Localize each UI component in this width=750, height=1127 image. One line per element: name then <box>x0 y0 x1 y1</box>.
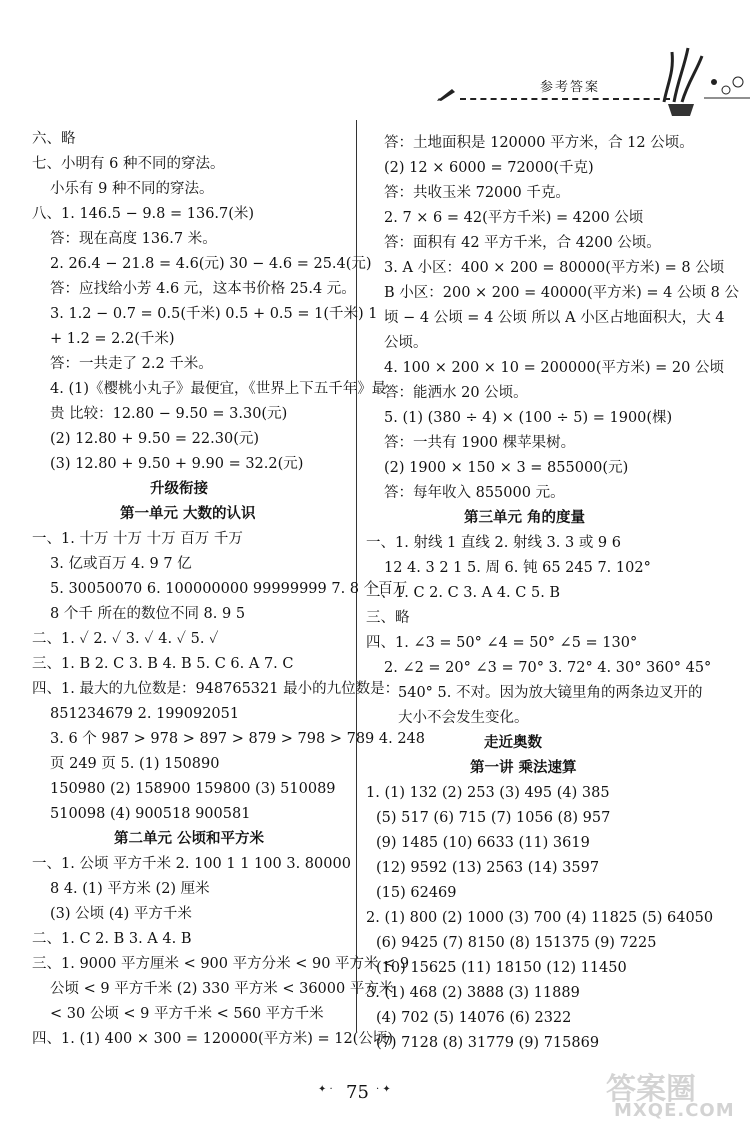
answer-line: (2) 12.80 + 9.50 = 22.30(元) <box>50 431 260 447</box>
answer-line: 851234679 2. 199092051 <box>50 706 240 722</box>
answer-line: 540° 5. 不对。因为放大镜里角的两条边叉开的 <box>398 685 703 701</box>
watermark-url: MXQE.COM <box>614 1100 735 1121</box>
answer-line: 答：一共走了 2.2 千米。 <box>50 356 213 372</box>
answer-line: 510098 (4) 900518 900581 <box>50 806 251 822</box>
answer-line: 答：能洒水 20 公顷。 <box>384 385 528 401</box>
section-heading: 走近奥数 <box>484 734 542 751</box>
star-decoration-icon: ✦ · <box>318 1084 333 1095</box>
section-heading: 第二单元 公顷和平方米 <box>114 830 265 847</box>
answer-line: (2) 12 × 6000 = 72000(千克) <box>384 160 594 176</box>
answer-line: 2. 7 × 6 = 42(平方千米) = 4200 公顷 <box>384 210 644 226</box>
section-heading: 第一单元 大数的认识 <box>120 505 256 522</box>
answer-line: 六、略 <box>32 131 76 147</box>
answer-line: (7) 7128 (8) 31779 (9) 715869 <box>376 1035 600 1051</box>
answer-line: 3. 1.2 − 0.7 = 0.5(千米) 0.5 + 0.5 = 1(千米) 1 <box>50 306 378 322</box>
answer-line: B 小区：200 × 200 = 40000(平方米) = 4 公顷 8 公 <box>384 285 739 301</box>
answer-line: 小乐有 9 种不同的穿法。 <box>50 181 214 197</box>
answer-line: 四、1. ∠3 = 50° ∠4 = 50° ∠5 = 130° <box>366 635 638 651</box>
header-title: 参考答案 <box>540 80 601 95</box>
answer-line: (12) 9592 (13) 2563 (14) 3597 <box>376 860 600 876</box>
answer-line: 12 4. 3 2 1 5. 周 6. 钝 65 245 7. 102° <box>384 560 651 576</box>
answer-line: (3) 公顷 (4) 平方千米 <box>50 906 192 922</box>
section-heading: 第三单元 角的度量 <box>464 509 586 526</box>
answer-line: 二、1. C 2. B 3. A 4. B <box>32 931 192 947</box>
header-dashed-line <box>460 98 670 100</box>
answer-line: (9) 1485 (10) 6633 (11) 3619 <box>376 835 590 851</box>
answer-line: 大小不会发生变化。 <box>398 710 529 726</box>
pencil-icon <box>436 86 458 102</box>
answer-line: 四、1. (1) 400 × 300 = 120000(平方米) = 12(公顷) <box>32 1031 393 1047</box>
answer-line: 3. (1) 468 (2) 3888 (3) 11889 <box>366 985 580 1001</box>
answer-line: 答：一共有 1900 棵苹果树。 <box>384 435 576 451</box>
answer-line: (6) 9425 (7) 8150 (8) 151375 (9) 7225 <box>376 935 657 951</box>
answer-line: 答：面积有 42 平方千米，合 4200 公顷。 <box>384 235 661 251</box>
answer-line: 8 4. (1) 平方米 (2) 厘米 <box>50 881 210 897</box>
answer-line: 答：每年收入 855000 元。 <box>384 485 565 501</box>
answer-line: 三、1. 9000 平方厘米 < 900 平方分米 < 90 平方米 < 9 <box>32 956 410 972</box>
section-heading: 第一讲 乘法速算 <box>470 759 577 776</box>
answer-line: 3. 亿或百万 4. 9 7 亿 <box>50 556 192 572</box>
answer-line: 4. 100 × 200 × 10 = 200000(平方米) = 20 公顷 <box>384 360 724 376</box>
watermark <box>606 1064 746 1124</box>
answer-line: 5. (1) (380 ÷ 4) × (100 ÷ 5) = 1900(棵) <box>384 410 673 426</box>
answer-line: 七、小明有 6 种不同的穿法。 <box>32 156 225 172</box>
answer-line: 八、1. 146.5 − 9.8 = 136.7(米) <box>32 206 255 222</box>
answer-line: 5. 30050070 6. 100000000 99999999 7. 8 个百万 <box>50 581 408 597</box>
page-number: 75 <box>346 1082 369 1103</box>
answer-line: 公顷 < 9 平方千米 (2) 330 平方米 < 36000 平方米 <box>50 981 394 997</box>
answer-line: 页 249 页 5. (1) 150890 <box>50 756 220 772</box>
answer-line: 一、1. 公顷 平方千米 2. 100 1 1 100 3. 80000 <box>32 856 351 872</box>
answer-line: 贵 比较：12.80 − 9.50 = 3.30(元) <box>50 406 288 422</box>
answer-line: 答：共收玉米 72000 千克。 <box>384 185 570 201</box>
answer-line: 2. (1) 800 (2) 1000 (3) 700 (4) 11825 (5) 64050 <box>366 910 714 926</box>
answer-line: 答：应找给小芳 4.6 元，这本书价格 25.4 元。 <box>50 281 356 297</box>
answer-line: + 1.2 = 2.2(千米) <box>50 331 175 347</box>
answer-line: 150980 (2) 158900 159800 (3) 510089 <box>50 781 336 797</box>
page-header <box>430 70 750 130</box>
answer-line: 1. (1) 132 (2) 253 (3) 495 (4) 385 <box>366 785 610 801</box>
plant-decoration-icon <box>654 42 750 122</box>
answer-line: 3. 6 个 987 > 978 > 897 > 879 > 798 > 789 4. 248 <box>50 731 426 747</box>
answer-line: 3. A 小区：400 × 200 = 80000(平方米) = 8 公顷 <box>384 260 725 276</box>
answer-line: 公顷。 <box>384 335 428 351</box>
answer-line: (10) 15625 (11) 18150 (12) 11450 <box>376 960 627 976</box>
answer-line: (5) 517 (6) 715 (7) 1056 (8) 957 <box>376 810 611 826</box>
answer-line: (3) 12.80 + 9.50 + 9.90 = 32.2(元) <box>50 456 304 472</box>
answer-line: (2) 1900 × 150 × 3 = 855000(元) <box>384 460 629 476</box>
watermark-logo: 答案圈 <box>606 1072 696 1107</box>
answer-line: 2. ∠2 = 20° ∠3 = 70° 3. 72° 4. 30° 360° 45° <box>384 660 712 676</box>
answer-line: 答：现在高度 136.7 米。 <box>50 231 217 247</box>
answer-line: 三、1. B 2. C 3. B 4. B 5. C 6. A 7. C <box>32 656 294 672</box>
answer-line: 4. (1)《樱桃小丸子》最便宜，《世界上下五千年》最 <box>50 381 387 397</box>
answer-line: 8 个千 所在的数位不同 8. 9 5 <box>50 606 246 622</box>
answer-line: 二、1. ✓ 2. ✓ 3. ✓ 4. ✓ 5. ✓ <box>32 631 219 647</box>
answer-line: (4) 702 (5) 14076 (6) 2322 <box>376 1010 572 1026</box>
answer-line: 三、略 <box>366 610 410 626</box>
answer-line: 2. 26.4 − 21.8 = 4.6(元) 30 − 4.6 = 25.4(元) <box>50 256 372 272</box>
answer-line: 四、1. 最大的九位数是：948765321 最小的九位数是： <box>32 681 400 697</box>
star-decoration-icon: · ✦ <box>376 1084 391 1095</box>
answer-line: 答：土地面积是 120000 平方米，合 12 公顷。 <box>384 135 694 151</box>
section-heading: 升级衔接 <box>150 480 208 497</box>
answer-line: 顷 − 4 公顷 = 4 公顷 所以 A 小区占地面积大，大 4 <box>384 310 725 326</box>
answer-line: 一、1. 射线 1 直线 2. 射线 3. 3 或 9 6 <box>366 535 621 551</box>
answer-line: 一、1. 十万 十万 十万 百万 千万 <box>32 531 243 547</box>
answer-line: (15) 62469 <box>376 885 457 901</box>
answer-line: < 30 公顷 < 9 平方千米 < 560 平方千米 <box>50 1006 324 1022</box>
answer-line: 二、1. C 2. C 3. A 4. C 5. B <box>366 585 561 601</box>
